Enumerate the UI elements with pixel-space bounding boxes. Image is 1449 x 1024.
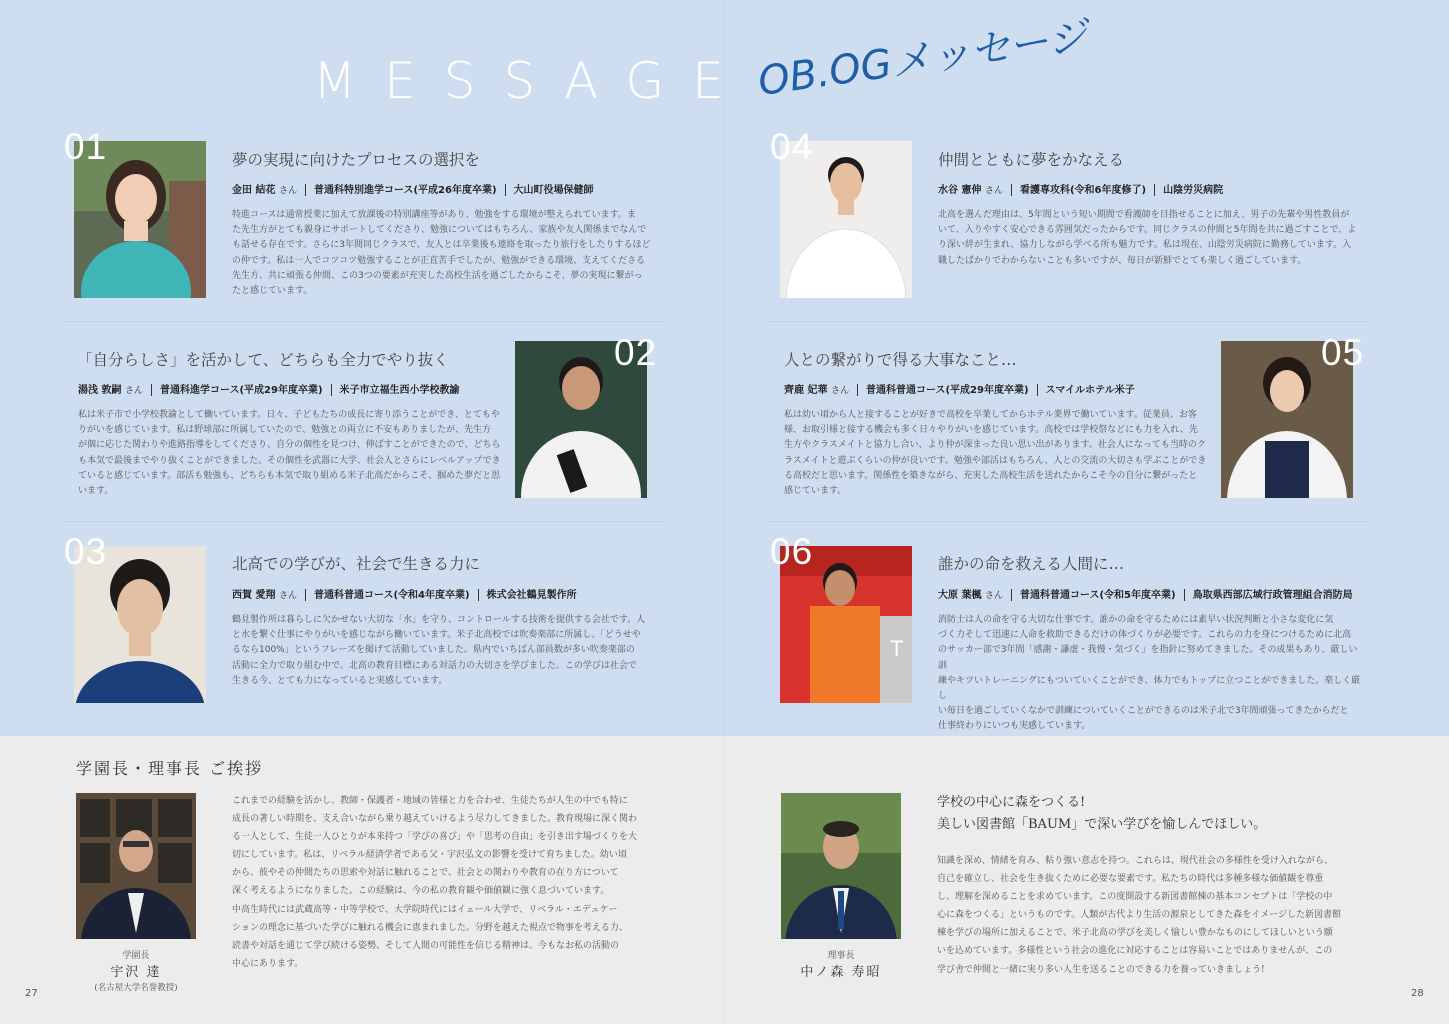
chairman-message: 知識を深め、情緒を育み、粘り強い意志を持つ。これらは、現代社会の多様性を受け入れながら、 自己を確立し、社会を生き抜くために必要な要素です。私たちの時代は多種多様な価値観を尊重 し、理解を深めることを求めています。この度開設する新図書館棟の基本コンセプトは「学校の中 心に森をつくる」というものです。人類が古代より生活の源泉としてきた森をイメージした新図書館 棟を学びの場所に加えることで、米子北高の学びを美しく愉しい豊かなものにしてほしいという願 いを込めています。多様性という社会の進化に対応することは容易いことではありませんが、この 学び舎で仲間と一緒に実り多い人生を送ることのできる力を養っていきましょう! — [937, 856, 1342, 975]
chairman-role: 理事長 — [827, 951, 855, 961]
photo-chairman — [781, 793, 901, 939]
course-06: 普通科普通コース(令和5年度卒業) — [1019, 590, 1176, 601]
name-05: 齊鹿 妃華 — [784, 385, 828, 396]
chairman-headline: 学校の中心に森をつくる! 美しい図書館「BAUM」で深い学びを愉しんでほしい。 — [937, 795, 1267, 832]
course-03: 普通科普通コース(令和4年度卒業) — [313, 590, 470, 601]
photo-principal — [76, 793, 196, 939]
number-04: 04 — [770, 126, 814, 167]
greeting-title: 学園長・理事長 ご挨拶 — [76, 759, 264, 778]
number-01: 01 — [64, 126, 108, 167]
meta-02: 湯浅 敦嗣 さん 普通科進学コース(平成29年度卒業) 米子市立福生西小学校教諭 — [78, 385, 460, 396]
number-05: 05 — [1321, 332, 1365, 373]
name-04: 水谷 憲伸 — [938, 185, 982, 196]
body-06: 消防士は人の命を守る大切な仕事です。誰かの命を守るためには素早い状況判断と小さな変化に気 づく力そして迅速に人命を救助できるだけの体づくりが必要です。これらの力を身につけるために北高 のサッカー部で3年間「感謝・謙虚・我慢・気づく」を指針に努めてきました。その成果もあり、厳しい訓 練やキツいトレーニングにもついていくことができ、体力でもトップに立つことができました。楽しく厳し い毎日を過ごしていくなかで訓練についていくことができるのは米子北で3年間頑張ってきたからだと 仕事終わりにいつも実感しています。 — [938, 615, 1361, 732]
course-04: 看護専攻科(令和6年度修了) — [1019, 185, 1147, 196]
title-01: 夢の実現に向けたプロセスの選択を — [232, 151, 481, 169]
number-03: 03 — [64, 531, 108, 572]
title-05: 人との繋がりで得る大事なこと… — [784, 351, 1017, 369]
principal-affiliation: (名古屋大学名誉教授) — [94, 983, 178, 993]
title-06: 誰かの命を救える人間に… — [938, 555, 1125, 573]
principal-message: これまでの経験を活かし、教師・保護者・地域の皆様と力を合わせ、生徒たちが人生の中でも特に 成長の著しい時期を、支え合いながら乗り越えていけるよう尽力してきました。教育現場に深く関わ る一人として、生徒一人ひとりが本来持つ「学びの喜び」や「思考の自由」を引き出す場づくりを大 切にしています。私は、リベラル経済学者である父・宇沢弘文の影響を受けて育ちました。幼い頃 から、彼やその仲間たちの思索や対話に触れることで、社会との関わりや教育の在り方について 深く考えるようになりました。この経験は、今の私の教育観や価値観に強く息づいています。 中高生時代には武蔵高等・中等学校で、大学院時代にはイェール大学で、リベラル・エデュケー ションの理念に基づいた学びに触れる機会に恵まれました。分野を越えた視点で物事を考える力、 読書や対話を通じて学び続ける姿勢、そして人間の可能性を信じる精神は、今もなお私の活動の 中心にあります。 — [232, 796, 638, 969]
work-02: 米子市立福生西小学校教諭 — [339, 385, 460, 396]
body-03: 鶴見製作所は暮らしに欠かせない大切な「水」を守り、コントロールする技術を提供する会社です。人 と水を繋ぐ仕事にやりがいを感じながら働いています。米子北高校では吹奏楽部に所属し、「どうせや るなら100%」というフレーズを掲げて活動していました。県内でいちばん部員数が多い吹奏楽部の 活動に全力で取り組む中で、北高の教育目標にある対話力の大切さを学びました。この学びは社会で 生きる今、とても力になっていると実感しています。 — [232, 615, 646, 686]
course-05: 普通科普通コース(平成29年度卒業) — [865, 385, 1029, 396]
divider — [768, 521, 1368, 522]
body-05: 私は幼い頃から人と接することが好きで高校を卒業してからホテル業界で働いています。従業員、お客 様、お取引様と接する機会も多く日々やりがいを感じています。高校では学校祭などにも力を入れ、先 生方やクラスメイトと協力し合い、より仲が深まった良い思い出があります。社会人になっても当時のク ラスメイトと遊ぶくらいの仲が良いです。勉強や部活はもちろん、人との交流の大切さも学ぶことができ る高校だと思います。関係性を築きながら、充実した高校生活を送れたからこそ今の自分に繋がったと 感じています。 — [784, 410, 1207, 497]
work-06: 鳥取県西部広域行政管理組合消防局 — [1192, 590, 1353, 601]
meta-05: 齊鹿 妃華 さん 普通科普通コース(平成29年度卒業) スマイルホテル米子 — [784, 385, 1135, 396]
meta-03: 西賀 愛翔 さん 普通科普通コース(令和4年度卒業) 株式会社鶴見製作所 — [232, 590, 577, 601]
title-03: 北高での学びが、社会で生きる力に — [232, 555, 481, 573]
work-04: 山陰労災病院 — [1163, 185, 1224, 196]
page-gutter — [724, 0, 725, 1024]
course-02: 普通科進学コース(平成29年度卒業) — [159, 385, 323, 396]
name-02: 湯浅 敦嗣 — [78, 385, 122, 396]
body-04: 北高を選んだ理由は、5年間という短い期間で看護師を目指せることに加え、男子の先輩や男性教員が いて、入りやすく安心できる雰囲気だったからです。同じクラスの仲間と5年間を共に過ごすことで、よ り深い絆が生まれ、協力しながら学べる所も魅力です。私は現在、山陰労災病院に勤務しています。入 職したばかりでわからないことも多いですが、毎日が新鮮でとても楽しく過ごしています。 — [938, 210, 1357, 266]
title-04: 仲間とともに夢をかなえる — [938, 151, 1125, 169]
meta-04: 水谷 憲伸 さん 看護専攻科(令和6年度修了) 山陰労災病院 — [938, 185, 1224, 196]
page-subtitle: OB.OGメッセージ — [755, 13, 1091, 106]
meta-01: 金田 結花 さん 普通科特別進学コース(平成26年度卒業) 大山町役場保健師 — [232, 185, 594, 196]
page-number-right: 28 — [1411, 988, 1424, 999]
number-06: 06 — [770, 531, 814, 572]
work-05: スマイルホテル米子 — [1045, 385, 1135, 396]
body-02: 私は米子市で小学校教諭として働いています。日々、子どもたちの成長に寄り添うことができ、とてもや りがいを感じています。私は野球部に所属していたので、勉強との両立に不安もありましたが、先生方 が個に応じた関わりや進路指導をしてくださり、自分の個性を見つけ、伸ばすことができたので、どちら も本気で最後までやり抜くことができました。その個性を武器に大学、社会人とさらにレベルアップでき ていると感じています。部活も勉強も、どちらも本気で取り組める米子北高だからこそ、掴めた夢だと思 います。 — [78, 410, 501, 497]
meta-06: 大原 葉楓 さん 普通科普通コース(令和5年度卒業) 鳥取県西部広域行政管理組合消防局 — [938, 590, 1353, 601]
divider — [62, 321, 662, 322]
name-06: 大原 葉楓 — [938, 590, 982, 601]
page-number-left: 27 — [25, 988, 38, 999]
svg-text:T: T — [890, 636, 904, 661]
chairman-name: 中ノ森 寿昭 — [800, 965, 882, 980]
principal-role: 学園長 — [122, 951, 150, 961]
body-01: 特進コースは通常授業に加えて放課後の特別講座等があり、勉強をする環境が整えられています。ま た先生方がとても親身にサポートしてくださり、勉強についてはもちろん、家族や友人関係までなんで も話せる存在です。さらに3年間同じクラスで、友人とは卒業後も連絡を取ったり旅行をしたりするほど の仲です。私は一人でコツコツ勉強することが正直苦手でしたが、勉強ができる環境、支えてくださる 先生方、共に頑張る仲間、この3つの要素が充実した高校生活を過ごしたからこそ、夢の実現に繋がっ たと感じています。 — [232, 210, 651, 297]
name-03: 西賀 愛翔 — [232, 590, 276, 601]
course-01: 普通科特別進学コース(平成26年度卒業) — [313, 185, 497, 196]
divider — [62, 521, 662, 522]
page-title: MESSAGE — [313, 52, 752, 110]
name-01: 金田 結花 — [232, 185, 276, 196]
work-01: 大山町役場保健師 — [513, 185, 594, 196]
work-03: 株式会社鶴見製作所 — [486, 590, 577, 601]
number-02: 02 — [614, 332, 658, 373]
title-02: 「自分らしさ」を活かして、どちらも全力でやり抜く — [77, 351, 449, 369]
principal-name: 宇沢 達 — [110, 965, 162, 980]
divider — [768, 321, 1368, 322]
